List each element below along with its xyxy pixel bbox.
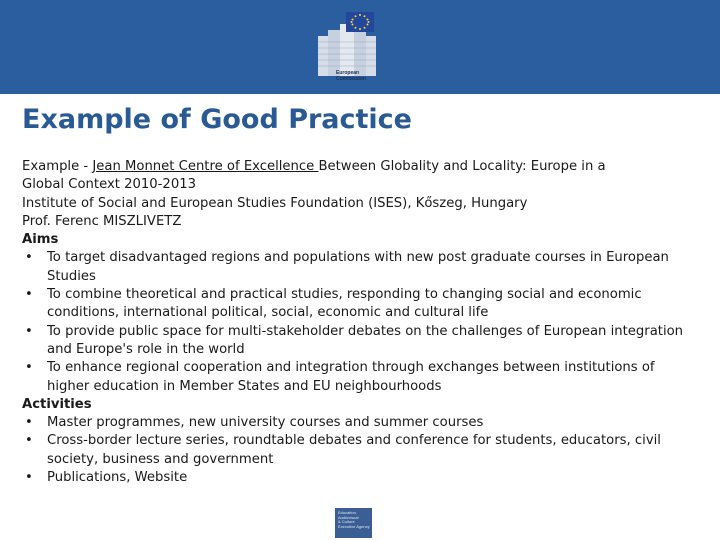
agency-logo-text bbox=[338, 511, 370, 529]
bullet-icon: • bbox=[25, 433, 33, 449]
activities-item-text: Master programmes, new university courses and summer courses bbox=[47, 415, 484, 431]
header-band bbox=[0, 0, 720, 94]
intro-line-1 bbox=[22, 158, 692, 176]
bullet-icon: • bbox=[25, 470, 33, 486]
agency-logo bbox=[335, 508, 372, 538]
page-title: Example of Good Practice bbox=[22, 104, 412, 135]
logo-line-1: European bbox=[336, 70, 360, 76]
bullet-icon: • bbox=[25, 287, 33, 303]
centre-link[interactable]: Jean Monnet Centre of Excellence bbox=[92, 159, 319, 174]
aims-item bbox=[22, 286, 692, 323]
aims-item-text: To enhance regional cooperation and integration through exchanges between institutions of higher education in Member States and EU neighbourhoods bbox=[47, 360, 655, 394]
aims-item bbox=[22, 249, 692, 286]
logo-caption bbox=[336, 70, 366, 82]
activities-item bbox=[22, 414, 692, 432]
intro-line-3: Institute of Social and European Studies Foundation (ISES), Kőszeg, Hungary bbox=[22, 195, 528, 211]
slide-body bbox=[22, 158, 692, 487]
bullet-icon: • bbox=[25, 323, 33, 339]
agency-logo-line: Education, bbox=[338, 510, 357, 515]
activities-item bbox=[22, 432, 692, 469]
intro-rest: Between Globality and Locality: Europe in a bbox=[318, 159, 606, 174]
aims-item bbox=[22, 359, 692, 396]
intro-prefix: Example - bbox=[22, 159, 93, 174]
activities-heading: Activities bbox=[22, 396, 92, 412]
bullet-icon: • bbox=[25, 360, 33, 376]
logo-line-2: Commission bbox=[336, 76, 367, 82]
agency-logo-line: Audiovisual bbox=[338, 514, 359, 520]
aims-heading: Aims bbox=[22, 232, 59, 248]
aims-item-text: To target disadvantaged regions and populations with new post graduate courses in European Studies bbox=[47, 250, 669, 284]
activities-item-text: Publications, Website bbox=[47, 470, 188, 486]
activities-item-text: Cross-border lecture series, roundtable debates and conference for students, educators, civil society, business and government bbox=[47, 433, 661, 467]
bullet-icon: • bbox=[25, 415, 33, 431]
intro-line-2: Global Context 2010-2013 bbox=[22, 177, 196, 193]
agency-logo-line: Executive Agency bbox=[338, 523, 370, 529]
activities-item bbox=[22, 469, 692, 487]
agency-logo-line: & Culture bbox=[338, 519, 355, 524]
aims-item bbox=[22, 323, 692, 360]
intro-line-4: Prof. Ferenc MISZLIVETZ bbox=[22, 213, 182, 229]
aims-item-text: To combine theoretical and practical studies, responding to changing social and economic conditions, international political, social, economic and cultural life bbox=[47, 287, 642, 321]
aims-item-text: To provide public space for multi-stakeholder debates on the challenges of European integration and Europe's role in the world bbox=[47, 323, 684, 357]
bullet-icon: • bbox=[25, 250, 33, 266]
